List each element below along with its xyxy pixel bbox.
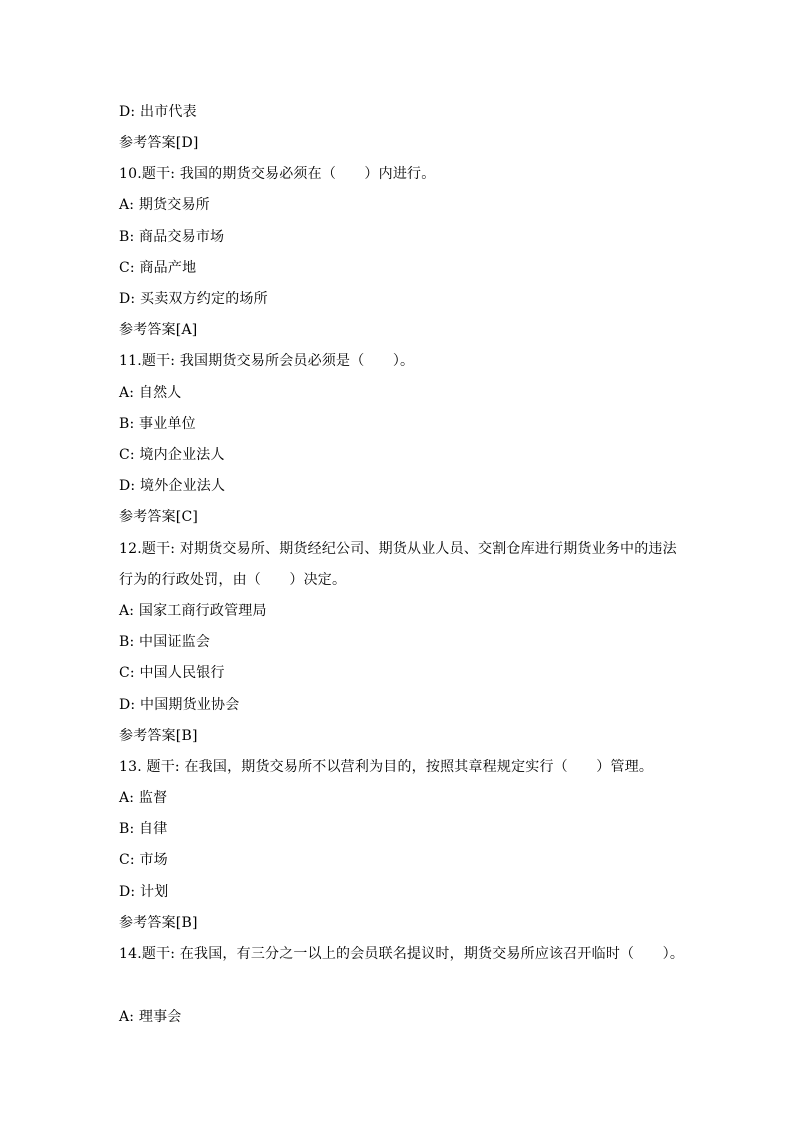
option-d-q13: D: 计划 <box>119 884 169 900</box>
answer-q12: 参考答案[B] <box>119 728 198 744</box>
option-b-q10: B: 商品交易市场 <box>119 229 225 245</box>
option-a-q13: A: 监督 <box>119 790 168 806</box>
option-a-q11: A: 自然人 <box>119 385 182 401</box>
option-c-q13: C: 市场 <box>119 852 168 868</box>
option-c-q12: C: 中国人民银行 <box>119 665 225 681</box>
option-a-q14: A: 理事会 <box>119 1009 182 1025</box>
question-12-line-1: 12.题干: 对期货交易所、期货经纪公司、期货从业人员、交割仓库进行期货业务中的违法 <box>119 541 677 557</box>
answer-q13: 参考答案[B] <box>119 915 198 931</box>
answer-q10: 参考答案[A] <box>119 322 198 338</box>
option-a-q12: A: 国家工商行政管理局 <box>119 603 267 619</box>
option-d-q12: D: 中国期货业协会 <box>119 697 240 713</box>
question-12-line-2: 行为的行政处罚，由（ ）决定。 <box>119 572 347 588</box>
question-11: 11.题干: 我国期货交易所会员必须是（ ）。 <box>119 353 415 369</box>
answer-q11: 参考答案[C] <box>119 509 199 525</box>
answer-q9: 参考答案[D] <box>119 135 199 151</box>
question-13: 13. 题干: 在我国，期货交易所不以营利为目的，按照其章程规定实行（ ）管理。 <box>119 759 654 775</box>
question-14: 14.题干: 在我国，有三分之一以上的会员联名提议时，期货交易所应该召开临时（ ）。 <box>119 946 685 962</box>
option-a-q10: A: 期货交易所 <box>119 197 210 213</box>
option-b-q11: B: 事业单位 <box>119 416 196 432</box>
option-b-q12: B: 中国证监会 <box>119 634 211 650</box>
option-c-q10: C: 商品产地 <box>119 260 197 276</box>
option-b-q13: B: 自律 <box>119 821 168 837</box>
option-c-q11: C: 境内企业法人 <box>119 447 225 463</box>
option-d-q9: D: 出市代表 <box>119 104 197 120</box>
option-d-q10: D: 买卖双方约定的场所 <box>119 291 268 307</box>
option-d-q11: D: 境外企业法人 <box>119 478 226 494</box>
question-10: 10.题干: 我国的期货交易必须在（ ）内进行。 <box>119 166 436 182</box>
